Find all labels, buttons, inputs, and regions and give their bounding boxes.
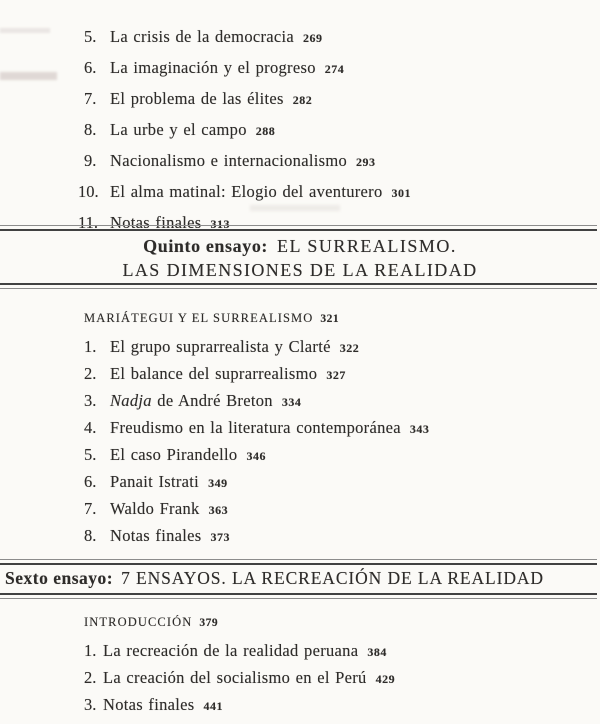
entry-number: 2. — [84, 668, 97, 687]
entry-page-number: 322 — [339, 341, 360, 355]
entry-page-number: 313 — [210, 217, 231, 231]
entry-text: El alma matinal: Elogio del aventurero — [110, 182, 383, 201]
toc-list-cuarto-ensayo — [78, 22, 411, 239]
entry-number: 7. — [84, 89, 97, 108]
scan-smudge — [0, 72, 57, 80]
entry-page-number: 269 — [303, 31, 323, 45]
entry-number: 5. — [84, 27, 97, 46]
toc-entry — [84, 469, 429, 496]
entry-page-number: 346 — [246, 449, 266, 463]
entry-text: La recreación de la realidad peruana — [103, 641, 359, 660]
entry-text: El balance del suprarrealismo — [110, 364, 318, 383]
essay-title-line2: LAS DIMENSIONES DE LA REALIDAD — [122, 260, 478, 280]
entry-text: Waldo Frank — [110, 499, 200, 518]
entry-page-number: 274 — [324, 62, 345, 76]
toc-entry — [84, 692, 395, 719]
essay-header-sexto — [5, 566, 599, 590]
entry-page-number: 343 — [409, 422, 430, 436]
toc-entry — [84, 665, 395, 692]
entry-text-rest: de André Breton — [151, 391, 273, 410]
toc-entry — [84, 523, 429, 550]
entry-page-number: 441 — [203, 699, 224, 713]
entry-text: Notas finales — [110, 213, 202, 232]
double-rule — [0, 225, 597, 231]
essay-title-line1: EL SURREALISMO. — [277, 236, 457, 256]
entry-page-number: 282 — [292, 93, 313, 107]
entry-text: La crisis de la democracia — [110, 27, 295, 46]
entry-page-number: 288 — [255, 124, 276, 138]
essay-title: 7 ENSAYOS. LA RECREACIÓN DE LA REALIDAD — [121, 568, 544, 588]
entry-number: 3. — [84, 695, 97, 714]
toc-entry — [78, 115, 411, 146]
entry-number: 9. — [84, 151, 97, 170]
scan-smudge — [0, 28, 50, 33]
double-rule — [0, 559, 597, 565]
entry-text: La urbe y el campo — [110, 120, 247, 139]
entry-text: Panait Istrati — [110, 472, 200, 491]
chapter-subheading — [84, 615, 218, 630]
toc-entry — [84, 442, 429, 469]
entry-number: 10. — [78, 182, 99, 201]
toc-entry — [84, 361, 429, 388]
toc-list-sexto-ensayo — [84, 638, 395, 719]
entry-text-italic: Nadja — [110, 391, 152, 410]
essay-lead: Sexto ensayo: — [5, 568, 114, 588]
entry-number: 7. — [84, 499, 97, 518]
entry-page-number: 384 — [367, 645, 387, 659]
toc-entry — [84, 415, 429, 442]
toc-entry — [78, 22, 411, 53]
entry-text: La imaginación y el progreso — [110, 58, 316, 77]
entry-text: La creación del socialismo en el Perú — [103, 668, 367, 687]
subheading-text: MARIÁTEGUI Y EL SURREALISMO — [84, 311, 314, 325]
toc-entry — [84, 388, 429, 415]
entry-text: El problema de las élites — [110, 89, 284, 108]
entry-page-number: 349 — [208, 476, 228, 490]
double-rule — [0, 593, 597, 599]
subheading-text: INTRODUCCIÓN — [84, 615, 193, 629]
double-rule — [0, 283, 597, 289]
entry-page-number: 301 — [391, 186, 412, 200]
entry-text: Nacionalismo e internacionalismo — [110, 151, 348, 170]
entry-page-number: 429 — [375, 672, 396, 686]
toc-entry — [78, 146, 411, 177]
chapter-subheading — [84, 311, 339, 326]
entry-number: 8. — [84, 526, 97, 545]
toc-list-quinto-ensayo — [84, 334, 429, 550]
toc-entry — [84, 334, 429, 361]
toc-entry — [78, 177, 411, 208]
entry-text: El grupo suprarrealista y Clarté — [110, 337, 331, 356]
toc-entry — [84, 496, 429, 523]
entry-number: 1. — [84, 337, 97, 356]
essay-header-quinto — [0, 234, 600, 282]
entry-page-number: 293 — [356, 155, 376, 169]
entry-page-number: 321 — [320, 313, 340, 325]
entry-page-number: 379 — [199, 617, 219, 629]
entry-page-number: 334 — [281, 395, 302, 409]
essay-lead: Quinto ensayo: — [143, 236, 269, 256]
entry-number: 8. — [84, 120, 97, 139]
entry-page-number: 327 — [326, 368, 346, 382]
entry-number: 2. — [84, 364, 97, 383]
entry-text: Notas finales — [110, 526, 202, 545]
entry-number: 6. — [84, 58, 97, 77]
entry-number: 4. — [84, 418, 97, 437]
toc-entry — [84, 638, 395, 665]
entry-number: 6. — [84, 472, 97, 491]
essay-header-line1 — [0, 234, 600, 258]
entry-text: Freudismo en la literatura contemporánea — [110, 418, 401, 437]
entry-page-number: 363 — [208, 503, 229, 517]
entry-number: 1. — [84, 641, 97, 660]
entry-text — [110, 388, 273, 413]
entry-text: Notas finales — [103, 695, 195, 714]
entry-page-number: 373 — [210, 530, 231, 544]
entry-number: 11. — [78, 213, 99, 232]
entry-text: El caso Pirandello — [110, 445, 238, 464]
toc-entry — [78, 53, 411, 84]
entry-number: 3. — [84, 391, 97, 410]
entry-number: 5. — [84, 445, 97, 464]
toc-entry — [78, 84, 411, 115]
